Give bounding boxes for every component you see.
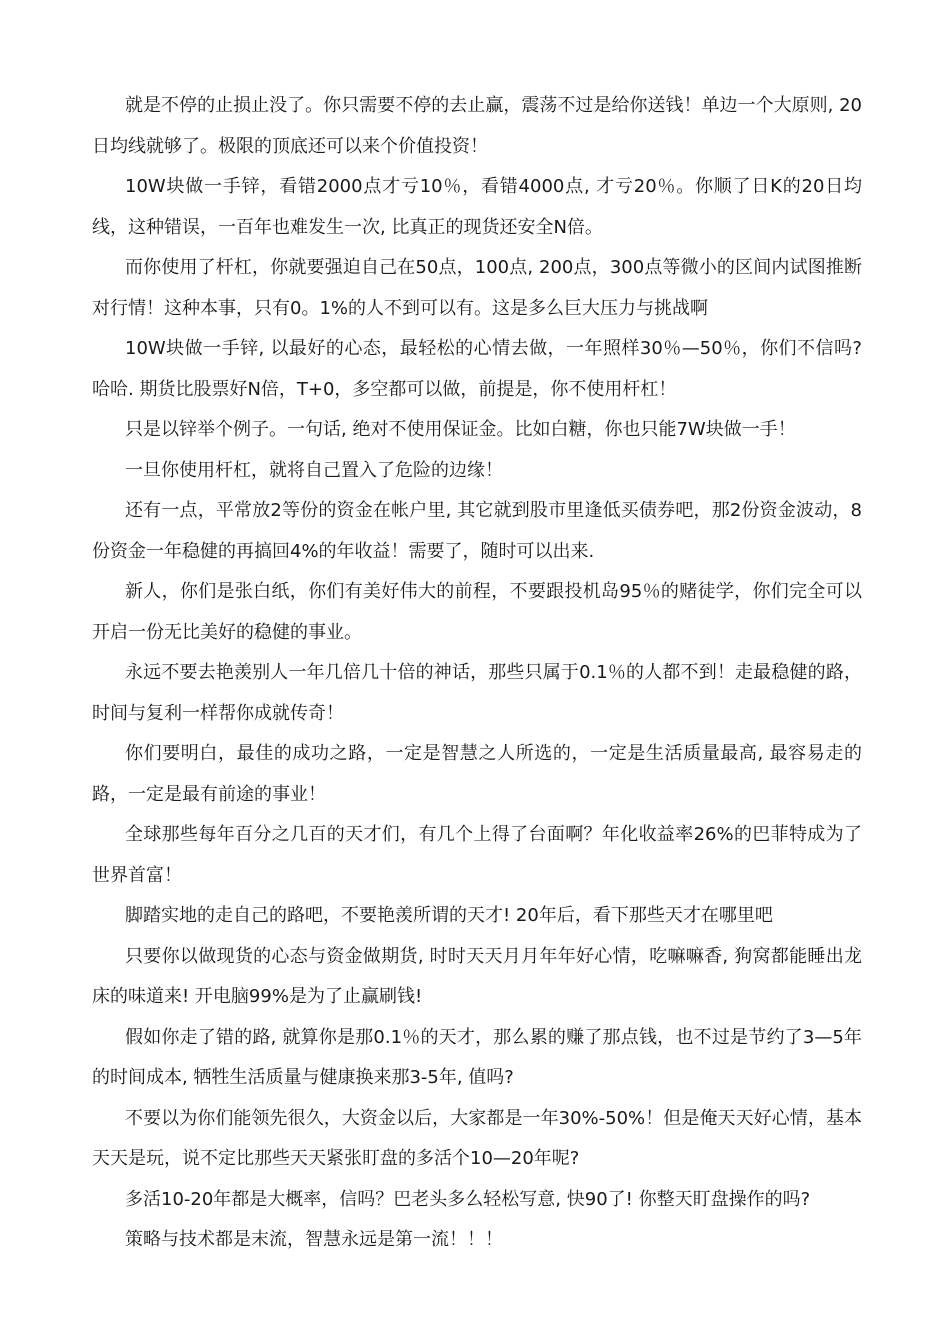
document-page [92, 86, 862, 1261]
paragraph-1: 就是不停的止损止没了。你只需要不停的去止赢，震荡不过是给你送钱！单边一个大原则, 20日均线就够了。极限的顶底还可以来个价值投资！ [92, 95, 862, 157]
paragraph-2: 10W块做一手锌，看错2000点才亏10％，看错4000点, 才亏20％。你顺了日K的20日均线，这种错误，一百年也难发生一次, 比真正的现货还安全N倍。 [92, 176, 862, 238]
paragraph-10: 你们要明白，最佳的成功之路，一定是智慧之人所选的，一定是生活质量最高, 最容易走的路，一定是最有前途的事业！ [92, 743, 862, 805]
paragraph-3: 而你使用了杆杠，你就要强迫自己在50点，100点, 200点，300点等微小的区间内试图推断对行情！这种本事，只有0。1%的人不到可以有。这是多么巨大压力与挑战啊 [92, 257, 862, 319]
paragraph-7: 还有一点，平常放2等份的资金在帐户里, 其它就到股市里逢低买债券吧，那2份资金波动，8份资金一年稳健的再搞回4%的年收益！需要了，随时可以出来. [92, 500, 862, 562]
paragraph-14: 假如你走了错的路, 就算你是那0.1％的天才，那么累的赚了那点钱，也不过是节约了3—5年的时间成本, 牺牲生活质量与健康换来那3-5年, 值吗? [92, 1026, 862, 1088]
paragraph-9: 永远不要去艳羡别人一年几倍几十倍的神话，那些只属于0.1％的人都不到！走最稳健的路，时间与复利一样帮你成就传奇！ [92, 662, 862, 724]
paragraph-6: 一旦你使用杆杠，就将自己置入了危险的边缘！ [125, 459, 503, 481]
paragraph-15: 不要以为你们能领先很久，大资金以后，大家都是一年30%-50%！但是俺天天好心情，基本天天是玩，说不定比那些天天紧张盯盘的多活个10—20年呢? [92, 1107, 862, 1169]
paragraph-5: 只是以锌举个例子。一句话, 绝对不使用保证金。比如白糖，你也只能7W块做一手！ [125, 419, 796, 440]
paragraph-4: 10W块做一手锌, 以最好的心态，最轻松的心情去做，一年照样30％—50％，你们不信吗?哈哈. 期货比股票好N倍，T+0，多空都可以做，前提是，你不使用杆杠！ [92, 338, 862, 400]
paragraph-13: 只要你以做现货的心态与资金做期货, 时时天天月月年年好心情，吃嘛嘛香, 狗窝都能睡出龙床的味道来! 开电脑99%是为了止赢刷钱! [92, 945, 862, 1007]
paragraph-17: 策略与技术都是末流，智慧永远是第一流！！！ [125, 1229, 503, 1250]
paragraph-8: 新人，你们是张白纸，你们有美好伟大的前程，不要跟投机岛95％的赌徒学，你们完全可以开启一份无比美好的稳健的事业。 [92, 581, 862, 643]
paragraph-12: 脚踏实地的走自己的路吧，不要艳羡所谓的天才! 20年后，看下那些天才在哪里吧 [125, 905, 773, 926]
paragraph-11: 全球那些每年百分之几百的天才们，有几个上得了台面啊？年化收益率26%的巴菲特成为了世界首富！ [92, 824, 862, 886]
paragraph-16: 多活10-20年都是大概率，信吗？巴老头多么轻松写意, 快90了! 你整天盯盘操作的吗? [125, 1188, 811, 1210]
